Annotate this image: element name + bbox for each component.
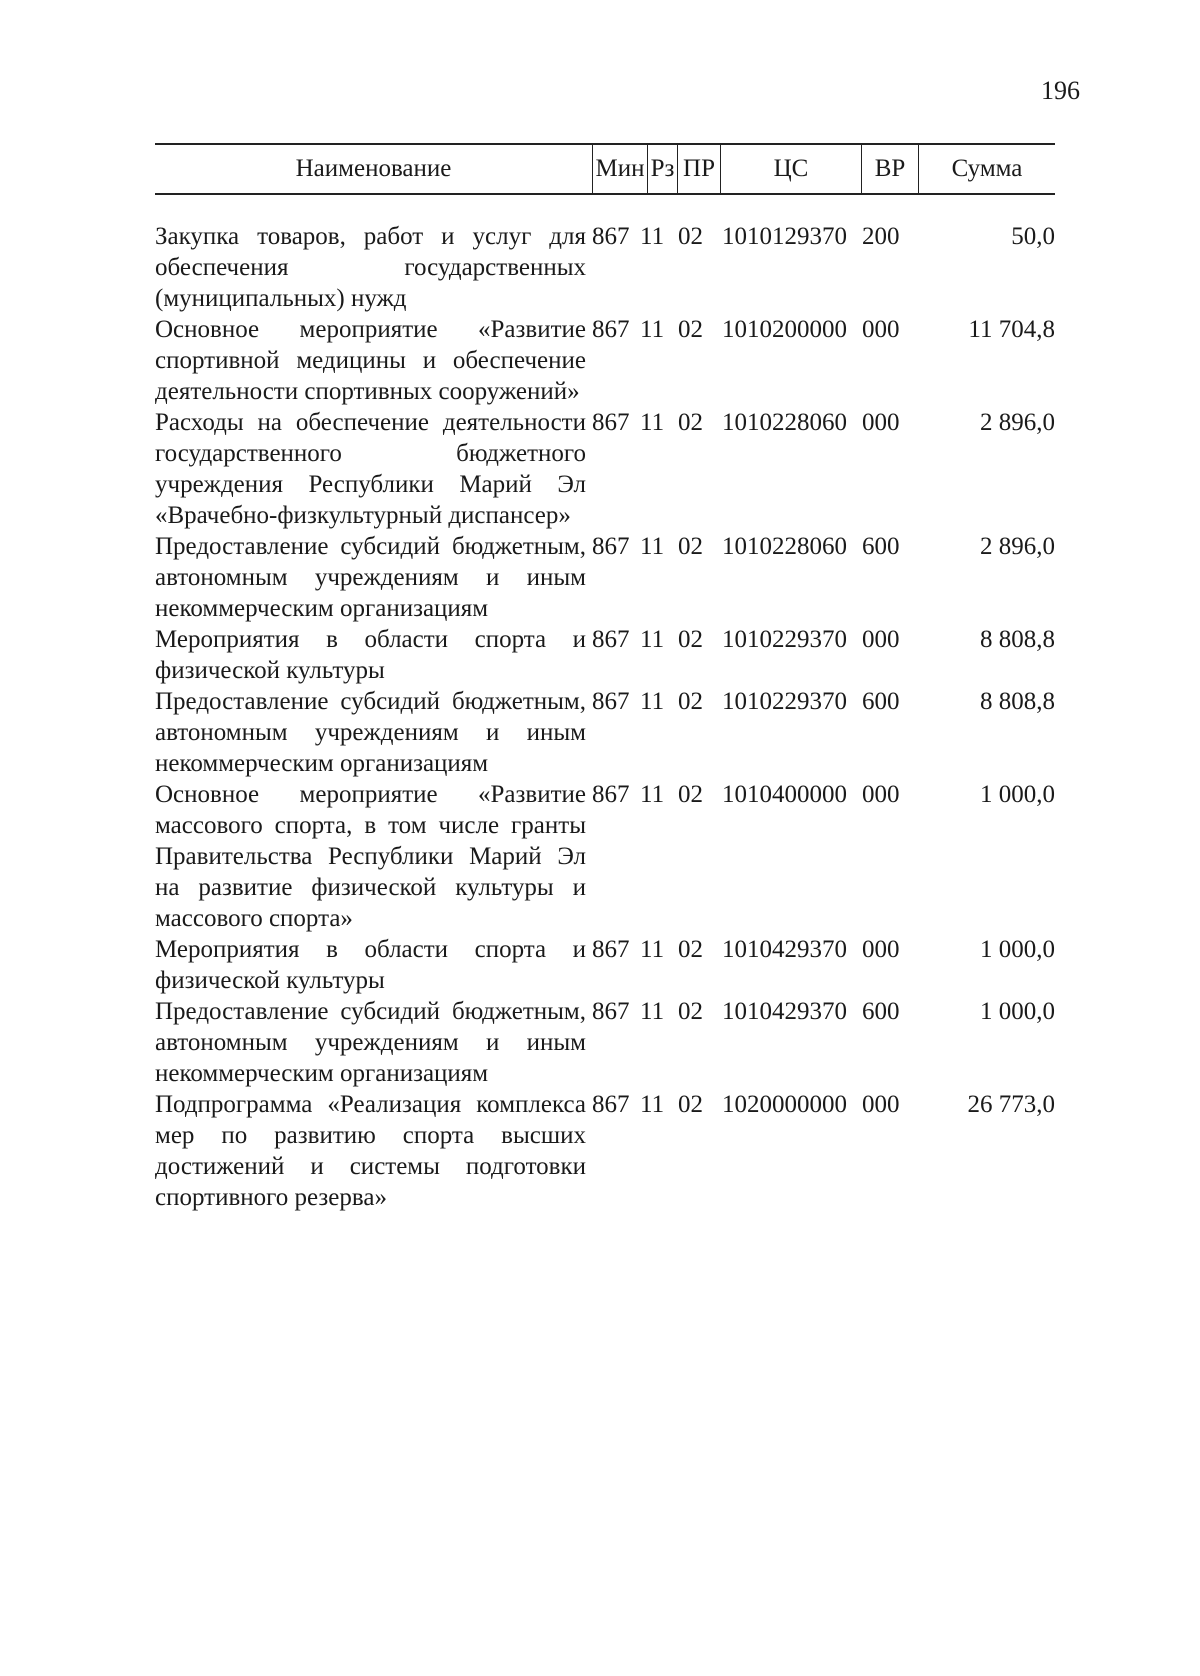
cell-pr: 02 xyxy=(678,533,703,560)
cell-cs: 1010229370 xyxy=(722,626,847,653)
cell-name: Основное мероприятие «Развитие массового спорта, в том числе гранты Правительства Республики Марий Эл на развитие физической культуры и массового спорта» xyxy=(155,781,586,932)
cell-sum: 1 000,0 xyxy=(980,936,1055,963)
budget-table xyxy=(155,143,1055,1213)
cell-rz: 11 xyxy=(640,533,665,560)
cell-rz: 11 xyxy=(640,781,665,808)
cell-sum: 1 000,0 xyxy=(980,998,1055,1025)
cell-vr: 000 xyxy=(862,626,900,653)
cell-cs: 1010429370 xyxy=(722,936,847,963)
cell-cs: 1010129370 xyxy=(722,223,847,250)
cell-rz: 11 xyxy=(640,688,665,715)
cell-pr: 02 xyxy=(678,316,703,343)
cell-name: Предоставление субсидий бюджетным, автономным учреждениям и иным некоммерческим организациям xyxy=(155,998,586,1087)
cell-vr: 000 xyxy=(862,936,900,963)
cell-min: 867 xyxy=(592,936,630,963)
cell-name: Подпрограмма «Реализация комплекса мер по развитию спорта высших достижений и системы подготовки спортивного резерва» xyxy=(155,1091,586,1211)
cell-rz: 11 xyxy=(640,998,665,1025)
cell-name: Предоставление субсидий бюджетным, автономным учреждениям и иным некоммерческим организациям xyxy=(155,688,586,777)
cell-pr: 02 xyxy=(678,998,703,1025)
cell-min: 867 xyxy=(592,223,630,250)
table-row xyxy=(155,996,1055,1089)
page-number: 196 xyxy=(1041,76,1080,105)
cell-vr: 200 xyxy=(862,223,900,250)
cell-pr: 02 xyxy=(678,409,703,436)
table-row xyxy=(155,624,1055,686)
cell-sum: 8 808,8 xyxy=(980,688,1055,715)
table-row xyxy=(155,1089,1055,1213)
cell-rz: 11 xyxy=(640,316,665,343)
cell-name: Мероприятия в области спорта и физической культуры xyxy=(155,936,586,994)
table-body xyxy=(155,221,1055,1213)
cell-name: Предоставление субсидий бюджетным, автономным учреждениям и иным некоммерческим организациям xyxy=(155,533,586,622)
cell-cs: 1010229370 xyxy=(722,688,847,715)
cell-min: 867 xyxy=(592,688,630,715)
header-rz: Рз xyxy=(647,145,677,193)
cell-rz: 11 xyxy=(640,1091,665,1118)
cell-sum: 2 896,0 xyxy=(980,533,1055,560)
cell-sum: 11 704,8 xyxy=(968,316,1055,343)
header-sum: Сумма xyxy=(951,155,1023,182)
cell-min: 867 xyxy=(592,533,630,560)
cell-cs: 1010228060 xyxy=(722,533,847,560)
cell-name: Расходы на обеспечение деятельности государственного бюджетного учреждения Республики Марий Эл «Врачебно-физкультурный диспансер» xyxy=(155,409,586,529)
header-cs: ЦС xyxy=(773,155,809,182)
cell-rz: 11 xyxy=(640,409,665,436)
cell-min: 867 xyxy=(592,1091,630,1118)
cell-min: 867 xyxy=(592,626,630,653)
cell-vr: 000 xyxy=(862,316,900,343)
cell-cs: 1020000000 xyxy=(722,1091,847,1118)
cell-name: Основное мероприятие «Развитие спортивной медицины и обеспечение деятельности спортивных сооружений» xyxy=(155,316,586,405)
cell-vr: 000 xyxy=(862,409,900,436)
cell-min: 867 xyxy=(592,316,630,343)
header-min: Мин xyxy=(592,145,647,193)
header-pr: ПР xyxy=(677,145,721,193)
table-header xyxy=(155,145,1055,195)
cell-rz: 11 xyxy=(640,223,665,250)
cell-sum: 26 773,0 xyxy=(967,1091,1055,1118)
cell-sum: 1 000,0 xyxy=(980,781,1055,808)
table-row xyxy=(155,686,1055,779)
cell-cs: 1010400000 xyxy=(722,781,847,808)
cell-sum: 8 808,8 xyxy=(980,626,1055,653)
cell-sum: 2 896,0 xyxy=(980,409,1055,436)
cell-vr: 600 xyxy=(862,688,900,715)
cell-vr: 000 xyxy=(862,781,900,808)
cell-vr: 600 xyxy=(862,998,900,1025)
header-vr: ВР xyxy=(861,145,919,193)
table-row xyxy=(155,531,1055,624)
cell-min: 867 xyxy=(592,781,630,808)
cell-cs: 1010429370 xyxy=(722,998,847,1025)
table-row xyxy=(155,314,1055,407)
cell-pr: 02 xyxy=(678,626,703,653)
table-row xyxy=(155,779,1055,934)
cell-min: 867 xyxy=(592,998,630,1025)
cell-min: 867 xyxy=(592,409,630,436)
cell-pr: 02 xyxy=(678,223,703,250)
cell-name: Мероприятия в области спорта и физической культуры xyxy=(155,626,586,684)
cell-pr: 02 xyxy=(678,936,703,963)
header-name: Наименование xyxy=(295,155,452,182)
cell-pr: 02 xyxy=(678,781,703,808)
cell-rz: 11 xyxy=(640,626,665,653)
cell-cs: 1010200000 xyxy=(722,316,847,343)
cell-vr: 000 xyxy=(862,1091,900,1118)
table-row xyxy=(155,934,1055,996)
table-row xyxy=(155,221,1055,314)
cell-cs: 1010228060 xyxy=(722,409,847,436)
table-row xyxy=(155,407,1055,531)
cell-vr: 600 xyxy=(862,533,900,560)
cell-pr: 02 xyxy=(678,688,703,715)
cell-name: Закупка товаров, работ и услуг для обеспечения государственных (муниципальных) нужд xyxy=(155,223,586,312)
cell-pr: 02 xyxy=(678,1091,703,1118)
cell-sum: 50,0 xyxy=(1011,223,1055,250)
cell-rz: 11 xyxy=(640,936,665,963)
